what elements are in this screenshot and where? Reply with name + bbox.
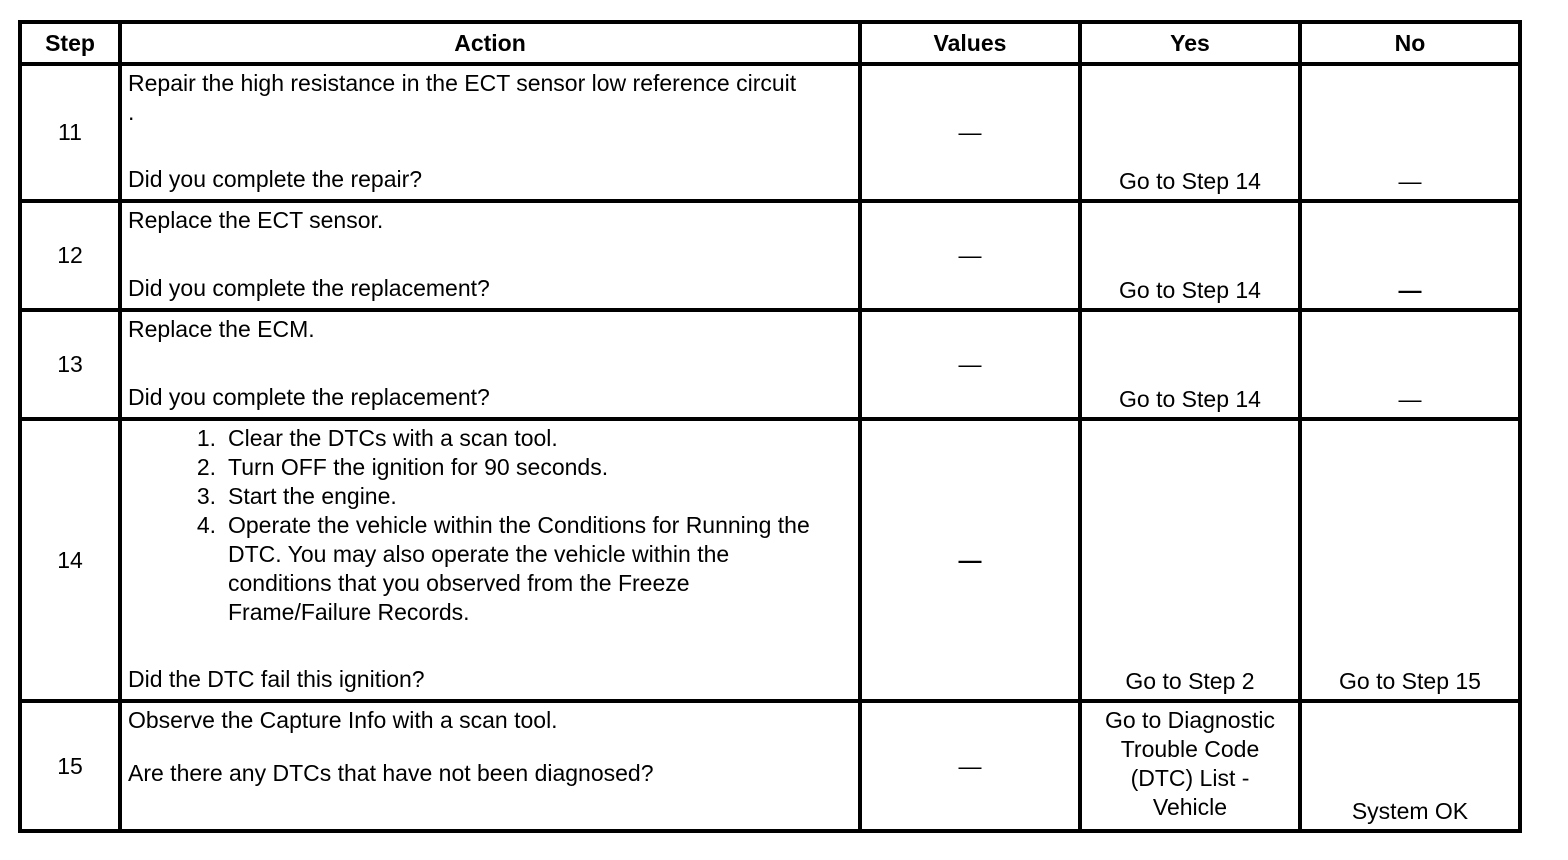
action-question: Did the DTC fail this ignition?: [128, 666, 425, 692]
list-item: [128, 511, 854, 627]
action-question: Are there any DTCs that have not been diagnosed?: [128, 760, 654, 786]
action-question: Did you complete the replacement?: [128, 384, 490, 410]
no-cell: —: [1300, 310, 1520, 419]
values-cell: —: [860, 419, 1080, 701]
table-row: [20, 64, 1520, 201]
action-steps-list: [128, 424, 854, 627]
diagnostic-table: [18, 20, 1522, 833]
values-cell: —: [860, 64, 1080, 201]
action-instruction: Observe the Capture Info with a scan tool.: [128, 707, 558, 733]
action-question: Did you complete the repair?: [128, 166, 423, 192]
header-values: Values: [860, 22, 1080, 64]
step-number: 11: [20, 64, 120, 201]
header-no: No: [1300, 22, 1520, 64]
header-action: Action: [120, 22, 860, 64]
action-cell: [120, 64, 860, 201]
header-yes: Yes: [1080, 22, 1300, 64]
action-instruction: Repair the high resistance in the ECT sensor low reference circuit .: [128, 70, 797, 125]
list-item-text: Turn OFF the ignition for 90 seconds.: [228, 454, 609, 480]
yes-cell: Go to Step 2: [1080, 419, 1300, 701]
action-cell: [120, 310, 860, 419]
values-cell: —: [860, 701, 1080, 831]
yes-cell: Go to Diagnostic Trouble Code (DTC) List - Vehicle: [1080, 701, 1300, 831]
list-item-number: 4.: [196, 512, 216, 538]
values-cell: —: [860, 201, 1080, 310]
yes-cell: Go to Step 14: [1080, 64, 1300, 201]
action-question: Did you complete the replacement?: [128, 275, 490, 301]
list-item-number: 3.: [196, 483, 216, 509]
values-cell: —: [860, 310, 1080, 419]
action-instruction: Replace the ECM.: [128, 316, 315, 342]
step-number: 13: [20, 310, 120, 419]
step-number: 14: [20, 419, 120, 701]
list-item-number: 2.: [196, 454, 216, 480]
list-item: [128, 482, 854, 511]
list-item-number: 1.: [196, 425, 216, 451]
table-row: [20, 201, 1520, 310]
list-item-text: Start the engine.: [228, 483, 397, 509]
list-item: [128, 453, 854, 482]
step-number: 12: [20, 201, 120, 310]
no-cell: System OK: [1300, 701, 1520, 831]
table-row: [20, 310, 1520, 419]
list-item-text: Clear the DTCs with a scan tool.: [228, 425, 558, 451]
action-instruction: Replace the ECT sensor.: [128, 207, 384, 233]
action-cell: [120, 419, 860, 701]
table-row: [20, 701, 1520, 831]
action-cell: [120, 701, 860, 831]
step-number: 15: [20, 701, 120, 831]
action-cell: [120, 201, 860, 310]
no-cell: Go to Step 15: [1300, 419, 1520, 701]
header-row: [20, 22, 1520, 64]
yes-cell: Go to Step 14: [1080, 201, 1300, 310]
yes-cell: Go to Step 14: [1080, 310, 1300, 419]
no-cell: —: [1300, 64, 1520, 201]
list-item-text: Operate the vehicle within the Conditions for Running the DTC. You may also operate the vehicle within the conditions that you observed from the Freeze Frame/Failure Records.: [228, 512, 810, 625]
no-cell: —: [1300, 201, 1520, 310]
list-item: [128, 424, 854, 453]
header-step: Step: [20, 22, 120, 64]
table-row: [20, 419, 1520, 701]
